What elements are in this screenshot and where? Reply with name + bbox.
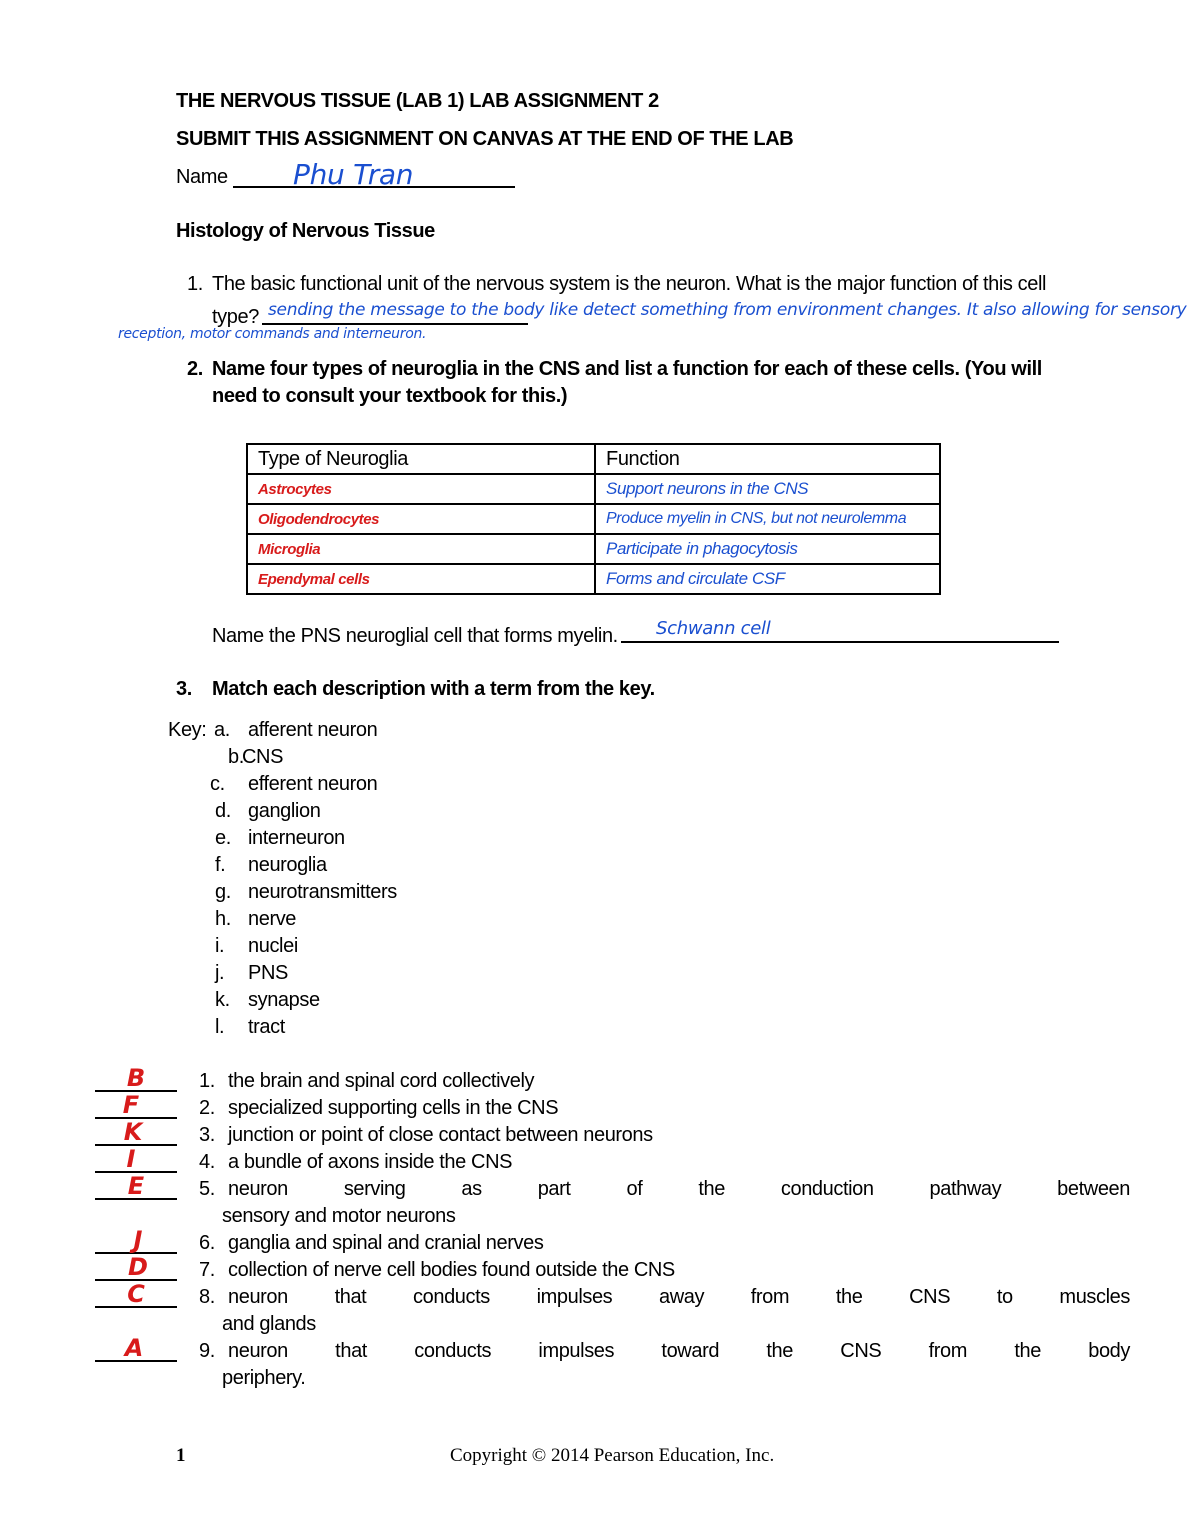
q2-question-line2: need to consult your textbook for this.) bbox=[212, 385, 568, 407]
section-title: Histology of Nervous Tissue bbox=[176, 220, 435, 242]
table-header-type: Type of Neuroglia bbox=[247, 444, 595, 474]
match-text-continued: sensory and motor neurons bbox=[222, 1205, 456, 1227]
table-row bbox=[247, 534, 940, 564]
q1-answer-line1: sending the message to the body like detect something from environment changes. It also allowing for sensory bbox=[268, 300, 1187, 320]
match-answer: K bbox=[123, 1118, 143, 1146]
key-term: neurotransmitters bbox=[248, 881, 397, 903]
q1-number: 1. bbox=[187, 273, 203, 295]
page-number: 1 bbox=[176, 1445, 186, 1466]
table-row bbox=[247, 504, 940, 534]
key-term: nerve bbox=[248, 908, 297, 930]
key-term: synapse bbox=[248, 989, 320, 1011]
key-letter: l. bbox=[215, 1016, 225, 1038]
match-text-continued: periphery. bbox=[222, 1367, 306, 1389]
neuroglia-type: Astrocytes bbox=[247, 474, 595, 504]
q2-question-line1: Name four types of neuroglia in the CNS and list a function for each of these cells. (You will bbox=[212, 358, 1042, 380]
q1-question-line2: type? bbox=[212, 306, 259, 328]
key-term: PNS bbox=[248, 962, 288, 984]
key-label: Key: bbox=[168, 719, 207, 741]
neuroglia-function: Participate in phagocytosis bbox=[595, 534, 940, 564]
match-answer: J bbox=[133, 1226, 143, 1254]
neuroglia-type: Microglia bbox=[247, 534, 595, 564]
match-text: a bundle of axons inside the CNS bbox=[228, 1151, 513, 1173]
neuroglia-function: Forms and circulate CSF bbox=[595, 564, 940, 594]
key-letter: c. bbox=[210, 773, 225, 795]
key-term: CNS bbox=[242, 746, 284, 768]
match-number: 6. bbox=[199, 1232, 215, 1254]
key-letter: b. bbox=[228, 746, 244, 768]
match-text: junction or point of close contact between neurons bbox=[228, 1124, 653, 1146]
key-term: efferent neuron bbox=[248, 773, 378, 795]
match-text: ganglia and spinal and cranial nerves bbox=[228, 1232, 544, 1254]
key-letter: d. bbox=[215, 800, 231, 822]
match-answer: F bbox=[122, 1091, 140, 1119]
q2-number: 2. bbox=[187, 358, 203, 380]
key-term: interneuron bbox=[248, 827, 345, 849]
match-answer: C bbox=[127, 1280, 145, 1308]
neuroglia-type: Ependymal cells bbox=[247, 564, 595, 594]
neuroglia-function: Support neurons in the CNS bbox=[595, 474, 940, 504]
table-header-row bbox=[247, 444, 940, 474]
q3-number: 3. bbox=[176, 678, 192, 700]
key-letter: e. bbox=[215, 827, 231, 849]
match-text-continued: and glands bbox=[222, 1313, 316, 1335]
document-title: THE NERVOUS TISSUE (LAB 1) LAB ASSIGNMENT 2 bbox=[176, 90, 659, 112]
key-letter: a. bbox=[214, 719, 230, 741]
match-number: 7. bbox=[199, 1259, 215, 1281]
match-answer: I bbox=[126, 1145, 136, 1173]
match-number: 8. bbox=[199, 1286, 215, 1308]
key-term: afferent neuron bbox=[248, 719, 378, 741]
match-answer: B bbox=[126, 1064, 146, 1092]
q1-question-line1: The basic functional unit of the nervous system is the neuron. What is the major function of this cell bbox=[212, 273, 1047, 295]
match-text: the brain and spinal cord collectively bbox=[228, 1070, 535, 1092]
q3-title: Match each description with a term from the key. bbox=[212, 678, 655, 700]
match-answer: E bbox=[127, 1172, 145, 1200]
q1-answer-underline bbox=[262, 323, 528, 325]
neuroglia-type: Oligodendrocytes bbox=[247, 504, 595, 534]
table-row bbox=[247, 564, 940, 594]
match-number: 4. bbox=[199, 1151, 215, 1173]
match-text: specialized supporting cells in the CNS bbox=[228, 1097, 559, 1119]
match-number: 9. bbox=[199, 1340, 215, 1362]
name-label: Name bbox=[176, 166, 228, 188]
document-subtitle: SUBMIT THIS ASSIGNMENT ON CANVAS AT THE END OF THE LAB bbox=[176, 128, 794, 150]
key-letter: h. bbox=[215, 908, 231, 930]
match-number: 2. bbox=[199, 1097, 215, 1119]
neuroglia-function: Produce myelin in CNS, but not neurolemma bbox=[595, 504, 940, 534]
name-value: Phu Tran bbox=[293, 158, 414, 191]
key-term: tract bbox=[248, 1016, 285, 1038]
key-term: ganglion bbox=[248, 800, 321, 822]
match-text: neuron that conducts impulses away from the CNS to muscles bbox=[228, 1286, 1130, 1308]
match-number: 5. bbox=[199, 1178, 215, 1200]
match-answer: A bbox=[124, 1334, 144, 1362]
pns-answer-underline bbox=[621, 641, 1059, 643]
copyright: Copyright © 2014 Pearson Education, Inc. bbox=[450, 1445, 775, 1466]
pns-answer: Schwann cell bbox=[656, 618, 771, 639]
neuroglia-table bbox=[246, 443, 941, 595]
key-term: nuclei bbox=[248, 935, 298, 957]
key-letter: j. bbox=[215, 962, 225, 984]
table-row bbox=[247, 474, 940, 504]
table-header-function: Function bbox=[595, 444, 940, 474]
match-answer: D bbox=[128, 1253, 148, 1281]
key-letter: i. bbox=[215, 935, 225, 957]
key-term: neuroglia bbox=[248, 854, 327, 876]
match-text: collection of nerve cell bodies found outside the CNS bbox=[228, 1259, 675, 1281]
match-number: 3. bbox=[199, 1124, 215, 1146]
key-letter: f. bbox=[215, 854, 226, 876]
key-letter: k. bbox=[215, 989, 230, 1011]
match-number: 1. bbox=[199, 1070, 215, 1092]
match-text: neuron serving as part of the conduction pathway between bbox=[228, 1178, 1130, 1200]
pns-prompt: Name the PNS neuroglial cell that forms myelin. bbox=[212, 625, 618, 647]
q1-answer-line2: reception, motor commands and interneuron. bbox=[118, 326, 427, 342]
match-text: neuron that conducts impulses toward the CNS from the body bbox=[228, 1340, 1130, 1362]
key-letter: g. bbox=[215, 881, 231, 903]
